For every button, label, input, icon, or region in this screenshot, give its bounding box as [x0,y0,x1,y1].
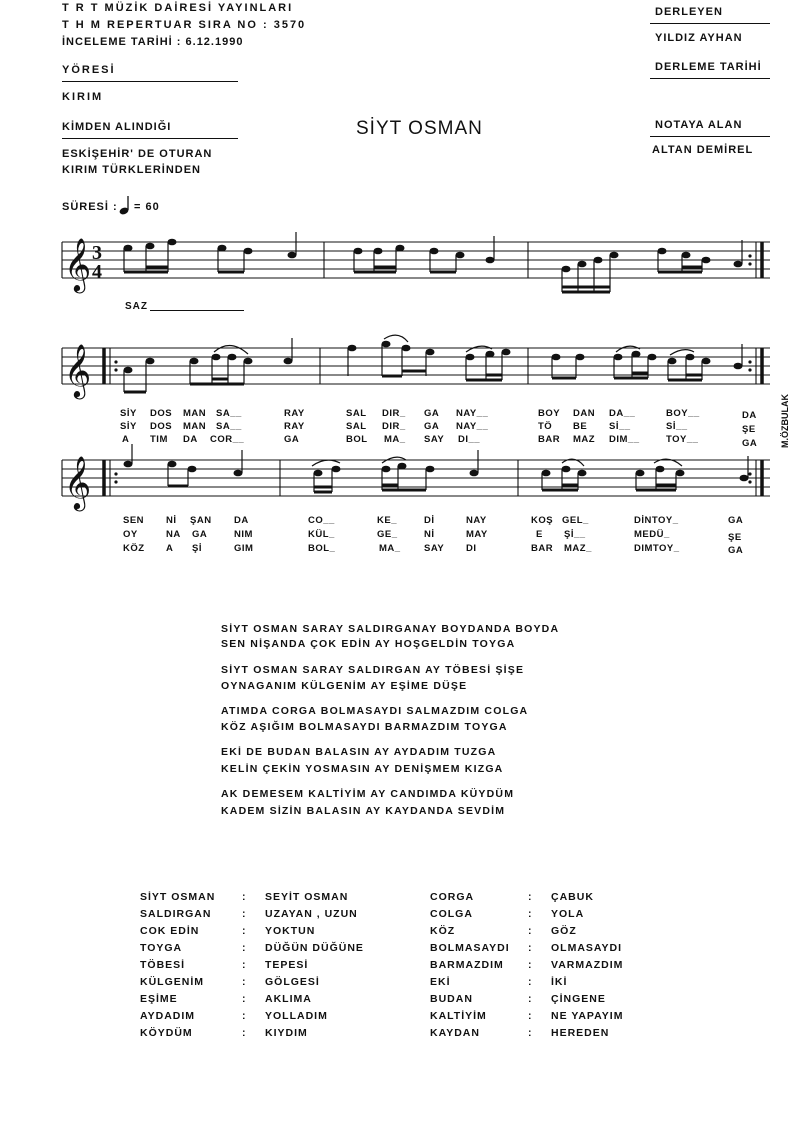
verse-3-line-2: KÖZ AŞIĞIM BOLMASAYDI BARMAZDIM TOYGA [221,721,508,733]
glossary-term: KÖYDÜM [140,1027,193,1039]
source-label: KİMDEN ALINDIĞI [62,121,172,133]
compiler-name: YILDIZ AYHAN [655,32,743,44]
staff-1-stems [124,232,742,292]
verse-1-line-2: SEN NİŞANDA ÇOK EDİN AY HOŞGELDİN TOYGA [221,638,516,650]
repertoire-number: T H M REPERTUAR SIRA NO : 3570 [62,19,307,31]
verse-5-line-1: AK DEMESEM KALTİYİM AY CANDIMDA KÜYDÜM [221,788,515,800]
glossary-term: SİYT OSMAN [140,891,216,903]
staff-1-beams [124,267,702,292]
glossary-meaning: TEPESİ [265,959,309,971]
notator-name: ALTAN DEMİREL [652,144,754,156]
glossary-term: COLGA [430,908,473,920]
glossary-term: KAYDAN [430,1027,480,1039]
staff-1 [0,226,800,306]
svg-text:4: 4 [92,261,102,283]
glossary-meaning: ÇİNGENE [551,993,606,1005]
glossary-term: CORGA [430,891,475,903]
saz-label: SAZ [125,301,148,312]
glossary-meaning: KIYDIM [265,1027,308,1039]
glossary-meaning: GÖZ [551,925,577,937]
tempo-value: = 60 [134,201,160,213]
glossary-meaning: YOLLADIM [265,1010,328,1022]
notation-label: NOTAYA ALAN [655,119,743,131]
glossary-meaning: OLMASAYDI [551,942,623,954]
svg-text:𝄞: 𝄞 [64,455,92,509]
glossary-term: COK EDİN [140,925,200,937]
glossary-meaning: HEREDEN [551,1027,610,1039]
glossary-term: AYDADIM [140,1010,196,1022]
glossary-meaning: ÇABUK [551,891,594,903]
glossary-term: BARMAZDIM [430,959,504,971]
glossary-meaning: DÜĞÜN DÜĞÜNE [265,942,364,954]
glossary-meaning: YOKTUN [265,925,316,937]
notation-underline [650,136,770,137]
compiler-label: DERLEYEN [655,6,723,18]
glossary-term: TÖBESİ [140,959,186,971]
verse-4-line-1: EKİ DE BUDAN BALASIN AY AYDADIM TUZGA [221,746,497,758]
side-mark: M.ÖZBULAK [780,394,790,448]
glossary-meaning: GÖLGESİ [265,976,320,988]
region-label: YÖRESİ [62,64,116,76]
glossary-term: KALTİYİM [430,1010,487,1022]
source-line-1: ESKİŞEHİR' DE OTURAN [62,148,213,160]
verse-4-line-2: KELİN ÇEKİN YOSMASIN AY DENİŞMEM KIZGA [221,763,504,775]
quarter-note-icon [118,194,134,216]
song-title: SİYT OSMAN [356,118,483,139]
glossary-meaning: YOLA [551,908,585,920]
glossary-meaning: SEYİT OSMAN [265,891,349,903]
glossary-term: BUDAN [430,993,473,1005]
verse-2-line-1: SİYT OSMAN SARAY SALDIRGAN AY TÖBESİ ŞİŞE [221,664,525,676]
region-underline [62,81,238,82]
compile-date-label: DERLEME TARİHİ [655,61,762,73]
treble-clef-icon: 𝄞 [64,237,92,291]
source-underline [62,138,238,139]
duration-label: SÜRESİ : [62,201,118,213]
glossary-meaning: İKİ [551,976,568,988]
verse-2-line-2: OYNAGANIM KÜLGENİM AY EŞİME DÜŞE [221,680,468,692]
compile-date-underline [650,78,770,79]
saz-line [150,310,244,311]
glossary-term: KÖZ [430,925,456,937]
glossary-term: TOYGA [140,942,183,954]
glossary-meaning: UZAYAN , UZUN [265,908,358,920]
time-signature [92,242,102,283]
staff-1-notes [124,239,743,273]
glossary-term: EŞİME [140,993,178,1005]
glossary-term: KÜLGENİM [140,976,204,988]
staff-3 [0,444,800,524]
verse-3-line-1: ATIMDA CORGA BOLMASAYDI SALMAZDIM COLGA [221,705,529,717]
compiler-underline [650,23,770,24]
glossary-term: SALDIRGAN [140,908,212,920]
svg-text:3: 3 [92,242,102,264]
svg-text:𝄞: 𝄞 [64,343,92,397]
glossary-term: BOLMASAYDI [430,942,510,954]
verse-5-line-2: KADEM SİZİN BALASIN AY KAYDANDA SEVDİM [221,805,506,817]
glossary-meaning: NE YAPAYIM [551,1010,624,1022]
glossary-term: EKİ [430,976,451,988]
region-value: KIRIM [62,91,104,103]
staff-2 [0,332,800,412]
review-date: İNCELEME TARİHİ : 6.12.1990 [62,36,244,48]
glossary-meaning: VARMAZDIM [551,959,624,971]
publisher-line: T R T MÜZİK DAİRESİ YAYINLARI [62,2,294,14]
verse-1-line-1: SİYT OSMAN SARAY SALDIRGANAY BOYDANDA BOYDA [221,623,560,635]
source-line-2: KIRIM TÜRKLERİNDEN [62,164,201,176]
glossary-meaning: AKLIMA [265,993,312,1005]
